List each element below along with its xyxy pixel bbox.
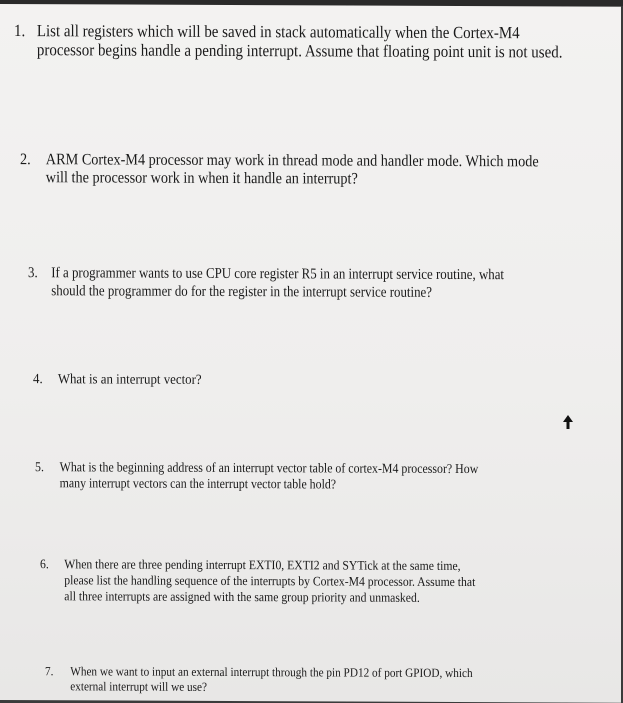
question-number: 3. bbox=[28, 265, 38, 282]
paper-sheet bbox=[0, 4, 621, 703]
question-2 bbox=[20, 151, 539, 189]
question-1 bbox=[14, 21, 563, 62]
question-number: 4. bbox=[33, 372, 43, 388]
question-text-line: external interrupt will we use? bbox=[70, 679, 208, 694]
question-text-line: many interrupt vectors can the interrupt vector table hold? bbox=[59, 475, 337, 492]
question-text-line: should the programmer do for the register in the interrupt service routine? bbox=[51, 283, 433, 301]
question-text-line: If a programmer wants to use CPU core register R5 in an interrupt service routine, what bbox=[51, 265, 505, 284]
mouse-pointer-icon bbox=[563, 415, 573, 429]
question-text-line: please list the handling sequence of the interrupts by Cortex-M4 processor. Assume that bbox=[64, 572, 476, 590]
question-number: 2. bbox=[20, 151, 31, 169]
question-5 bbox=[35, 459, 479, 493]
question-text-line: What is the beginning address of an interrupt vector table of cortex-M4 processor? How bbox=[59, 459, 479, 477]
question-number: 5. bbox=[35, 459, 44, 475]
question-text-line: will the processor work in when it handle an interrupt? bbox=[45, 169, 358, 188]
question-text-line: processor begins handle a pending interrupt. Assume that floating point unit is not used. bbox=[36, 40, 563, 62]
question-text-line: List all registers which will be saved in stack automatically when the Cortex-M4 bbox=[36, 21, 520, 43]
question-number: 1. bbox=[14, 21, 26, 41]
question-text-line: all three interrupts are assigned with the same group priority and unmasked. bbox=[64, 588, 420, 605]
question-6 bbox=[40, 556, 476, 606]
question-3 bbox=[28, 264, 505, 302]
question-text-line: What is an interrupt vector? bbox=[57, 372, 202, 388]
question-number: 7. bbox=[45, 664, 54, 679]
question-text-line: When there are three pending interrupt EXTI0, EXTI2 and SYTick at the same time, bbox=[64, 556, 461, 574]
question-number: 6. bbox=[40, 556, 49, 572]
question-4 bbox=[33, 371, 202, 389]
question-text-line: When we want to input an external interrupt through the pin PD12 of port GPIOD, which bbox=[70, 664, 473, 681]
question-text-line: ARM Cortex-M4 processor may work in thread mode and handler mode. Which mode bbox=[45, 151, 539, 171]
question-7 bbox=[45, 664, 473, 696]
